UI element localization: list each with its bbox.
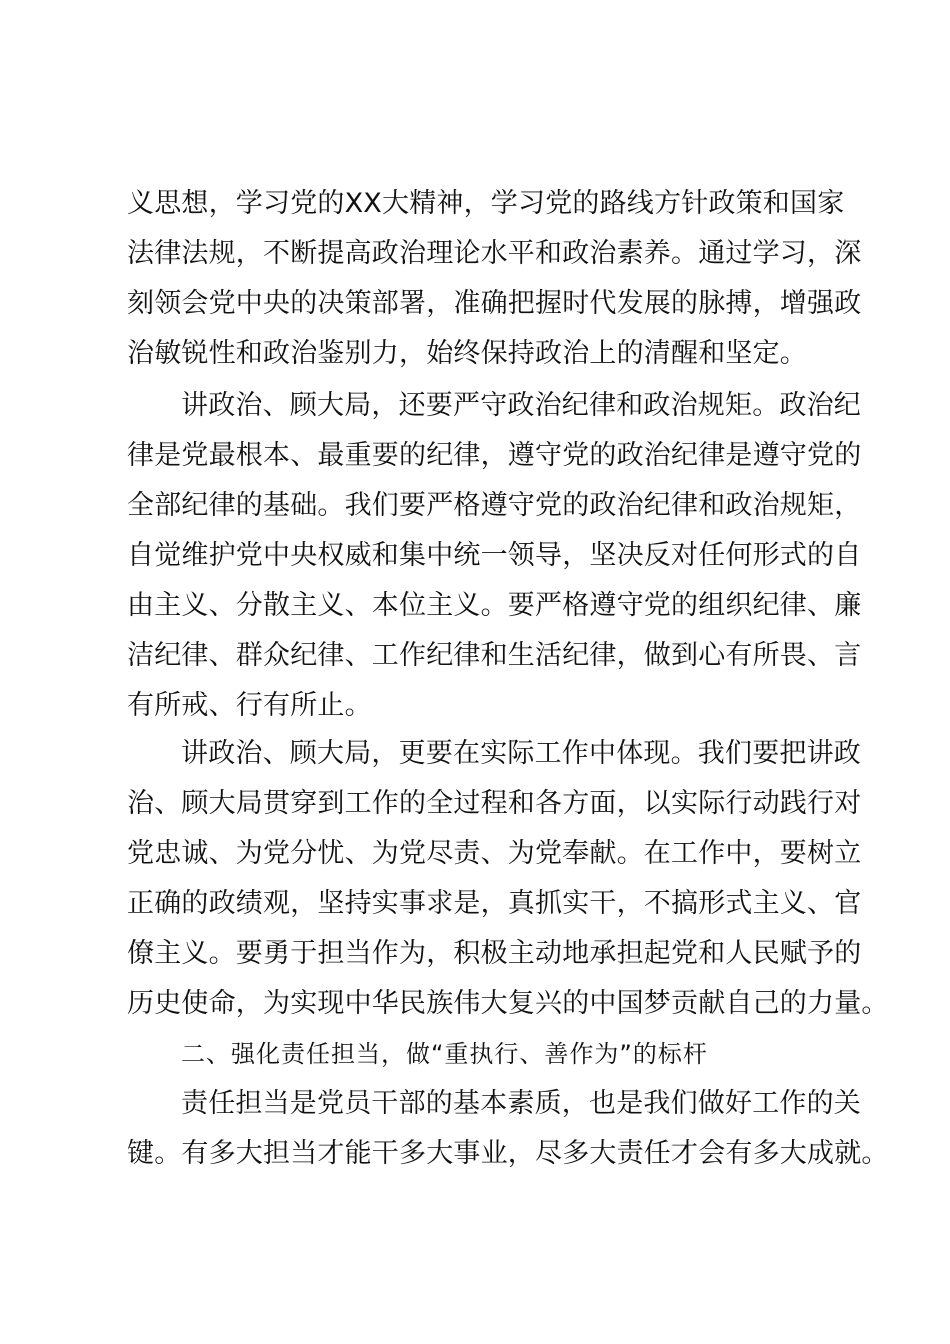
text-line: 由主义、分散主义、本位主义。要严格遵守党的组织纪律、廉 <box>127 590 862 621</box>
paragraph-first-line: 讲政治、顾大局，更要在实际工作中体现。我们要把讲政 <box>181 738 861 769</box>
text-line: 有所戒、行有所止。 <box>127 690 372 721</box>
text-line: 正确的政绩观，坚持实事求是，真抓实干，不搞形式主义、官 <box>127 888 862 919</box>
text-line: 党忠诚、为党分忧、为党尽责、为党奉献。在工作中，要树立 <box>127 838 862 869</box>
section-heading: 二、强化责任担当，做“重执行、善作为”的标杆 <box>181 1040 708 1068</box>
text-line: 僚主义。要勇于担当作为，积极主动地承担起党和人民赋予的 <box>127 938 862 969</box>
text-line: 法律法规，不断提高政治理论水平和政治素养。通过学习，深 <box>127 238 862 269</box>
text-line: 治敏锐性和政治鉴别力，始终保持政治上的清醒和坚定。 <box>127 338 807 369</box>
text-line: 义思想，学习党的XX大精神，学习党的路线方针政策和国家 <box>127 188 845 219</box>
text-line: 律是党最根本、最重要的纪律，遵守党的政治纪律是遵守党的 <box>127 440 862 471</box>
text-line: 历史使命，为实现中华民族伟大复兴的中国梦贡献自己的力量。 <box>127 988 889 1019</box>
paragraph-first-line: 讲政治、顾大局，还要严守政治纪律和政治规矩。政治纪 <box>181 390 861 421</box>
text-line: 键。有多大担当才能干多大事业，尽多大责任才会有多大成就。 <box>127 1138 889 1169</box>
text-line: 刻领会党中央的决策部署，准确把握时代发展的脉搏，增强政 <box>127 288 862 319</box>
text-line: 洁纪律、群众纪律、工作纪律和生活纪律，做到心有所畏、言 <box>127 640 862 671</box>
paragraph-first-line: 责任担当是党员干部的基本素质，也是我们做好工作的关 <box>181 1088 861 1119</box>
text-line: 治、顾大局贯穿到工作的全过程和各方面，以实际行动践行对 <box>127 788 862 819</box>
text-line: 全部纪律的基础。我们要严格遵守党的政治纪律和政治规矩， <box>127 490 862 521</box>
text-line: 自觉维护党中央权威和集中统一领导，坚决反对任何形式的自 <box>127 540 862 571</box>
